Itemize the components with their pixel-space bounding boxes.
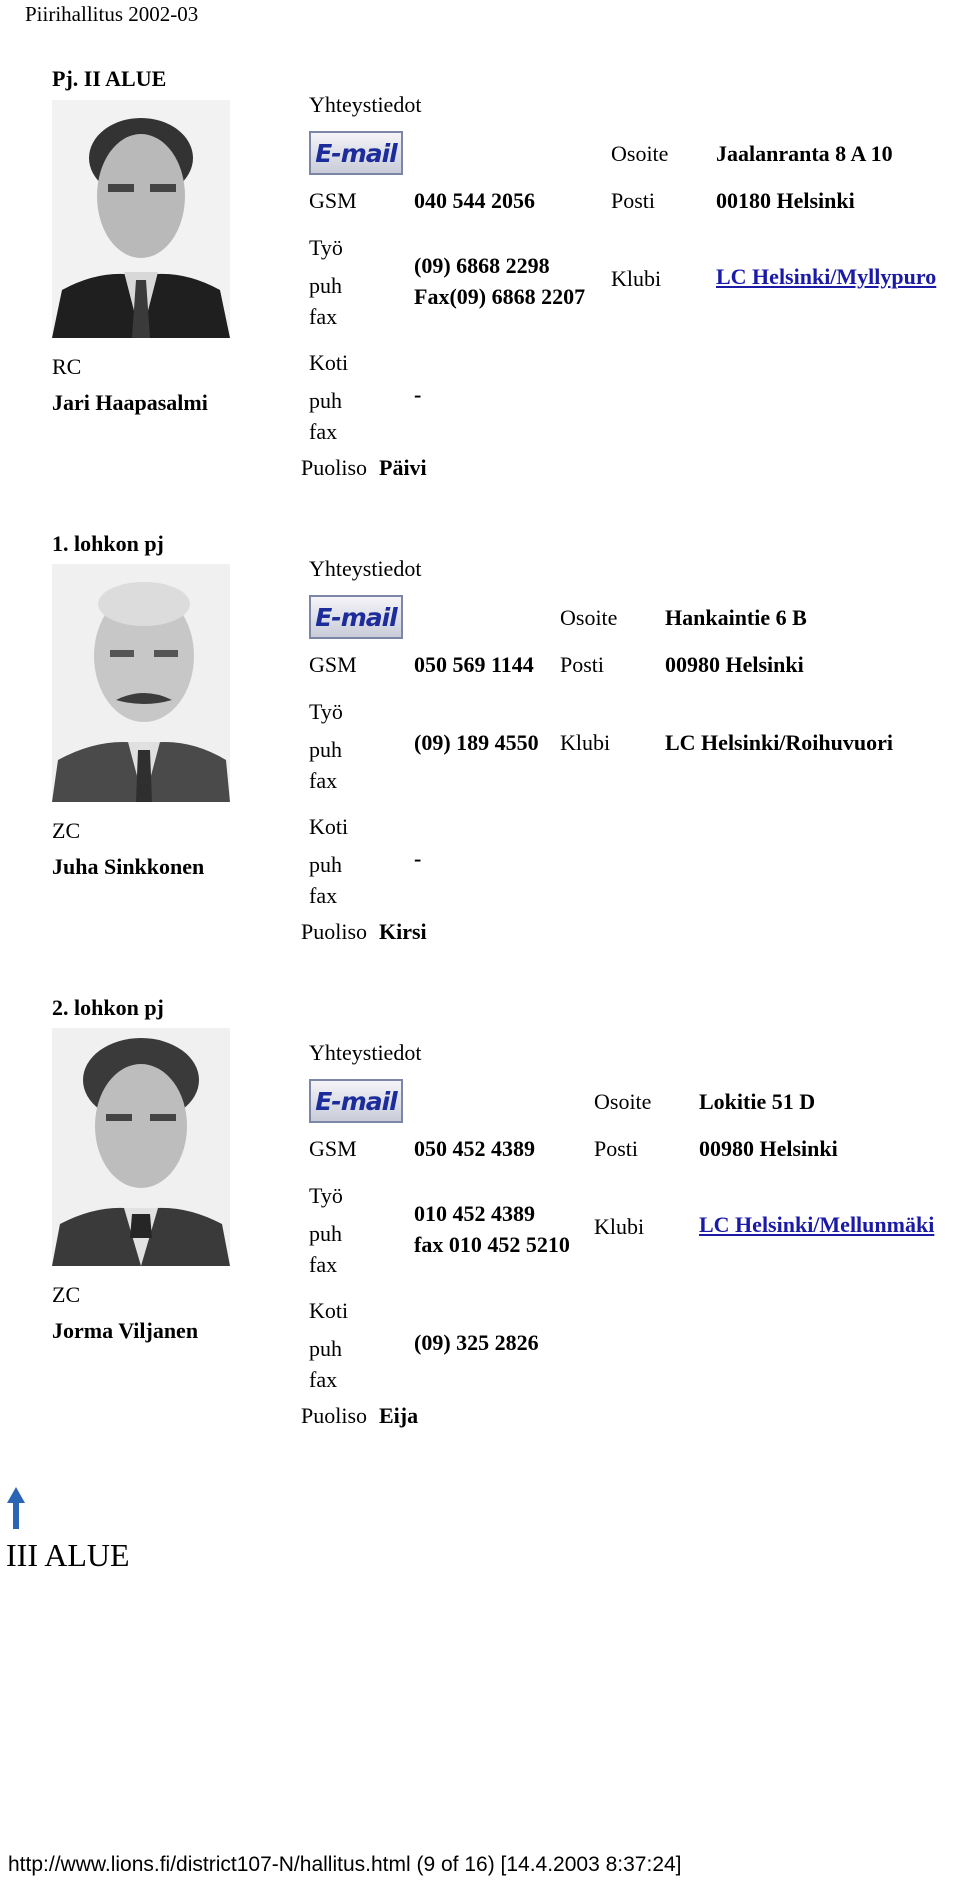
- member-name: Jari Haapasalmi: [52, 390, 208, 415]
- member-photo: [52, 1028, 230, 1266]
- contact-heading: Yhteystiedot: [309, 556, 422, 581]
- address-value: Lokitie 51 D: [699, 1089, 816, 1114]
- post-value: 00980 Helsinki: [665, 652, 804, 677]
- post-label: Posti: [594, 1136, 639, 1161]
- post-value: 00980 Helsinki: [699, 1136, 838, 1161]
- address-label: Osoite: [594, 1089, 652, 1114]
- post-value: 00180 Helsinki: [716, 188, 855, 213]
- address-label: Osoite: [560, 605, 618, 630]
- work-label: Työ: [309, 1183, 343, 1208]
- member-photo: [52, 100, 230, 338]
- email-button[interactable]: [309, 595, 403, 639]
- spouse-label: Puoliso: [301, 455, 368, 480]
- gsm-label: GSM: [309, 652, 357, 677]
- home-phone-value: -: [414, 382, 422, 407]
- email-label: E-mail: [315, 602, 397, 632]
- up-arrow-icon[interactable]: [6, 1487, 26, 1529]
- email-button[interactable]: [309, 1079, 403, 1123]
- post-label: Posti: [560, 652, 605, 677]
- email-button[interactable]: [309, 131, 403, 175]
- home-puh-label: puh: [309, 1336, 342, 1361]
- club-value: LC Helsinki/Roihuvuori: [665, 730, 894, 755]
- club-label: Klubi: [560, 730, 611, 755]
- home-label: Koti: [309, 1298, 349, 1323]
- work-phone-value: (09) 189 4550: [414, 730, 539, 755]
- page-header-title: Piirihallitus 2002-03: [25, 2, 199, 26]
- address-value: Hankaintie 6 B: [665, 605, 807, 630]
- member-position: ZC: [52, 1282, 81, 1307]
- work-fax-label: fax: [309, 304, 338, 329]
- work-label: Työ: [309, 699, 343, 724]
- section-title: Pj. II ALUE: [52, 66, 167, 91]
- work-fax-value: fax 010 452 5210: [414, 1232, 570, 1257]
- work-phone-value: (09) 6868 2298: [414, 253, 550, 278]
- home-label: Koti: [309, 350, 349, 375]
- gsm-value: 050 452 4389: [414, 1136, 535, 1161]
- spouse-value: Päivi: [379, 455, 427, 480]
- home-fax-label: fax: [309, 1367, 338, 1392]
- club-link[interactable]: LC Helsinki/Myllypuro: [716, 264, 937, 289]
- section-title: 1. lohkon pj: [52, 531, 164, 556]
- spouse-label: Puoliso: [301, 919, 368, 944]
- member-name: Juha Sinkkonen: [52, 854, 205, 879]
- member-position: RC: [52, 354, 82, 379]
- member-position: ZC: [52, 818, 81, 843]
- home-puh-label: puh: [309, 852, 342, 877]
- next-section-title: III ALUE: [6, 1537, 130, 1573]
- spouse-value: Eija: [379, 1403, 419, 1428]
- home-fax-label: fax: [309, 419, 338, 444]
- email-label: E-mail: [315, 138, 397, 168]
- home-phone-value: -: [414, 846, 422, 871]
- club-label: Klubi: [594, 1214, 645, 1239]
- work-puh-label: puh: [309, 273, 342, 298]
- contact-heading: Yhteystiedot: [309, 1040, 422, 1065]
- home-label: Koti: [309, 814, 349, 839]
- spouse-label: Puoliso: [301, 1403, 368, 1428]
- gsm-label: GSM: [309, 188, 357, 213]
- gsm-value: 050 569 1144: [414, 652, 534, 677]
- gsm-label: GSM: [309, 1136, 357, 1161]
- club-label: Klubi: [611, 266, 662, 291]
- gsm-value: 040 544 2056: [414, 188, 535, 213]
- work-fax-label: fax: [309, 1252, 338, 1277]
- work-phone-value: 010 452 4389: [414, 1201, 535, 1226]
- address-value: Jaalanranta 8 A 10: [716, 141, 893, 166]
- work-puh-label: puh: [309, 1221, 342, 1246]
- home-phone-value: (09) 325 2826: [414, 1330, 539, 1355]
- spouse-value: Kirsi: [379, 919, 427, 944]
- home-puh-label: puh: [309, 388, 342, 413]
- member-name: Jorma Viljanen: [52, 1318, 199, 1343]
- work-label: Työ: [309, 235, 343, 260]
- work-puh-label: puh: [309, 737, 342, 762]
- page-footer-url: http://www.lions.fi/district107-N/hallitus.html (9 of 16) [14.4.2003 8:37:24]: [8, 1853, 682, 1876]
- section-title: 2. lohkon pj: [52, 995, 164, 1020]
- address-label: Osoite: [611, 141, 669, 166]
- contact-heading: Yhteystiedot: [309, 92, 422, 117]
- member-photo: [52, 564, 230, 802]
- home-fax-label: fax: [309, 883, 338, 908]
- email-label: E-mail: [315, 1086, 397, 1116]
- club-link[interactable]: LC Helsinki/Mellunmäki: [699, 1212, 935, 1237]
- post-label: Posti: [611, 188, 656, 213]
- work-fax-value: Fax(09) 6868 2207: [414, 284, 586, 309]
- work-fax-label: fax: [309, 768, 338, 793]
